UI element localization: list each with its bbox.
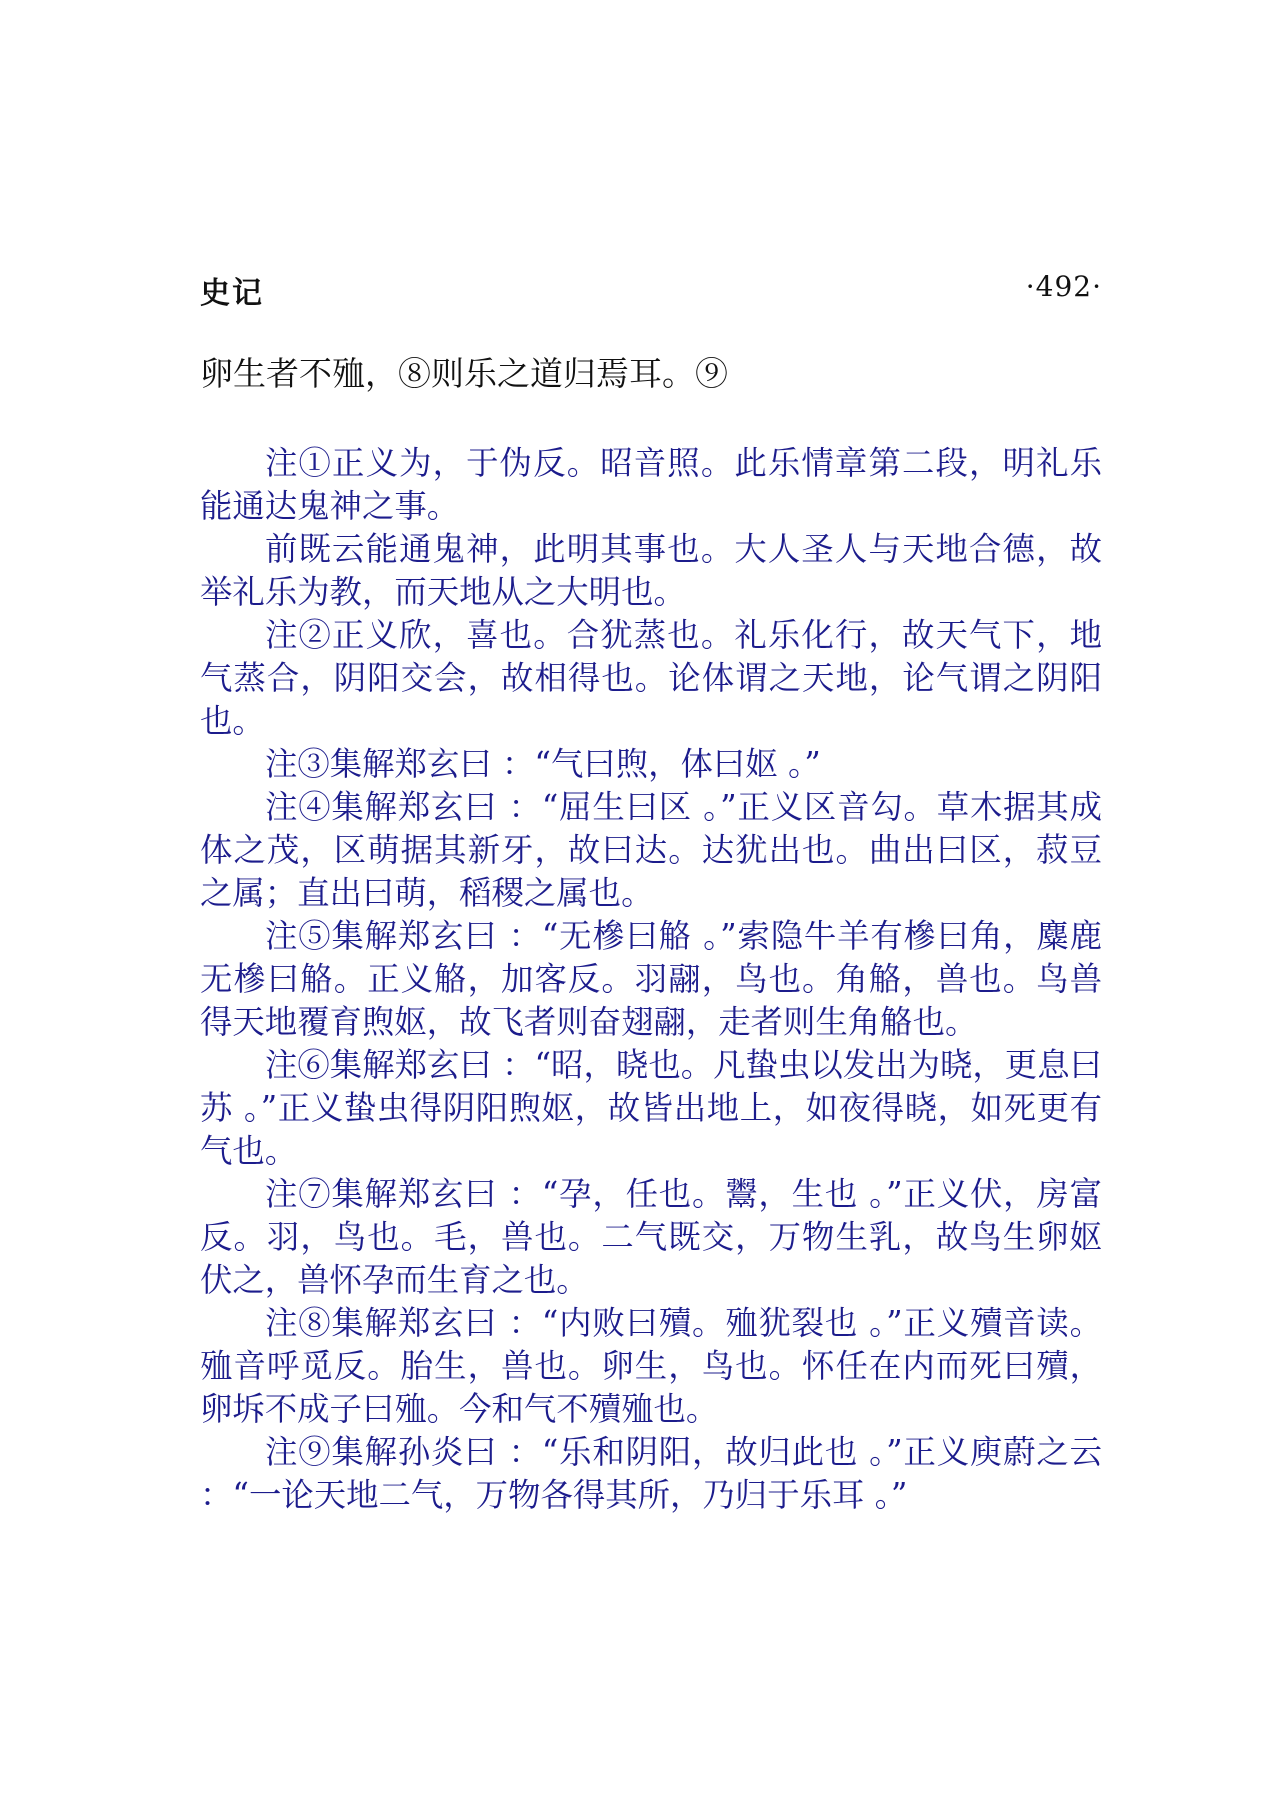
page-number: ·492·	[1025, 270, 1102, 303]
note-paragraph-9: 注⑨集解孙炎曰 ：“乐和阴阳，故归此也 。”正义庾蔚之云 ：“一论天地二气，万物各得其所，乃归于乐耳 。”	[200, 1433, 1102, 1514]
page-header	[200, 268, 1102, 311]
main-text: 卵生者不殈，⑧则乐之道归焉耳。⑨	[200, 354, 728, 393]
note-paragraph-3: 注③集解郑玄曰 ：“气曰煦，体曰妪 。”	[265, 745, 821, 783]
note-paragraph-2: 注②正义欣，喜也。合犹蒸也。礼乐化行，故天气下，地气蒸合，阴阳交会，故相得也。论体谓之天地，论气谓之阴阳也。	[200, 616, 1102, 740]
note-paragraph-6: 注⑥集解郑玄曰 ：“昭，晓也。凡蛰虫以发出为晓，更息曰苏 。”正义蛰虫得阴阳煦妪，故皆出地上，如夜得晓，如死更有气也。	[200, 1046, 1102, 1170]
note-paragraph-5: 注⑤集解郑玄曰 ：“无槮曰觡 。”索隐牛羊有槮曰角，麋鹿无槮曰觡。正义觡，加客反。羽翮，鸟也。角觡，兽也。鸟兽得天地覆育煦妪，故飞者则奋翅翮，走者则生角觡也。	[200, 917, 1102, 1041]
book-title: 史记	[200, 276, 264, 311]
note-paragraph-8: 注⑧集解郑玄曰 ：“内败曰殰。殈犹裂也 。”正义殰音读。殈音呼觅反。胎生，兽也。卵生，鸟也。怀任在内而死曰殰，卵坼不成子曰殈。今和气不殰殈也。	[200, 1304, 1102, 1428]
annotations	[200, 442, 1102, 1517]
note-paragraph-1: 注①正义为，于伪反。昭音照。此乐情章第二段，明礼乐能通达鬼神之事。	[200, 444, 1102, 525]
note-paragraph-1-continued: 前既云能通鬼神，此明其事也。大人圣人与天地合德，故举礼乐为教，而天地从之大明也。	[200, 530, 1102, 611]
note-paragraph-7: 注⑦集解郑玄曰 ：“孕，任也。鬻，生也 。”正义伏，房富反。羽，鸟也。毛，兽也。二气既交，万物生乳，故鸟生卵妪伏之，兽怀孕而生育之也。	[200, 1175, 1102, 1299]
note-paragraph-4: 注④集解郑玄曰 ：“屈生曰区 。”正义区音勾。草木据其成体之茂，区萌据其新牙，故曰达。达犹出也。曲出曰区，菽豆之属；直出曰萌，稻稷之属也。	[200, 788, 1102, 912]
